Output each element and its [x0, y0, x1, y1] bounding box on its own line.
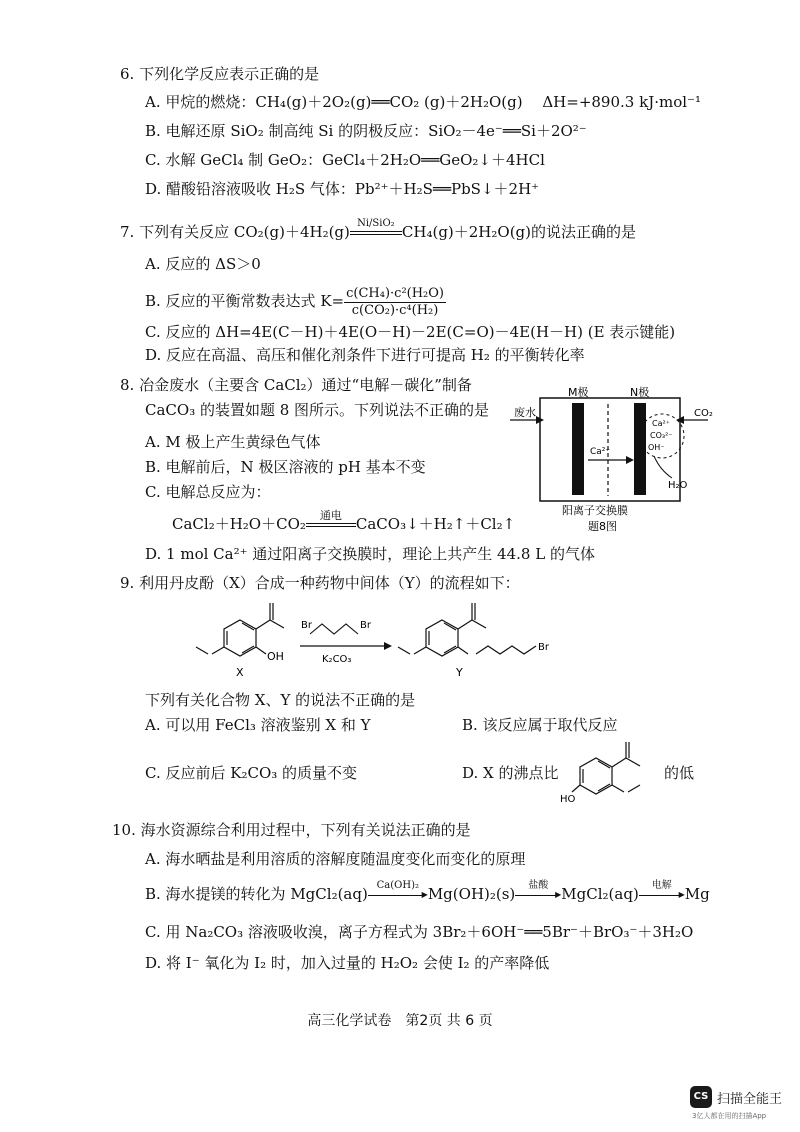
- q7-k-denominator: c(CO₂)·c⁴(H₂): [351, 302, 439, 318]
- q7-option-a: A. 反应的 ΔS＞0: [145, 255, 261, 273]
- q7-equilibrium-arrow: [350, 218, 402, 240]
- fig-m-label: M极: [568, 386, 589, 399]
- q10-b-mid2: MgCl₂(aq): [561, 885, 639, 903]
- q6-option-b: B. 电解还原 SiO₂ 制高纯 Si 的阴极反应：SiO₂－4e⁻══Si＋2O²⁻: [145, 122, 587, 140]
- q10-arrow-3: 电解 ▶: [639, 888, 685, 902]
- q8-option-c: C. 电解总反应为：: [145, 483, 271, 501]
- q6-option-a: A. 甲烷的燃烧：CH₄(g)＋2O₂(g)══CO₂ (g)＋2H₂O(g) ΔH=+890.3 kJ·mol⁻¹: [145, 93, 701, 111]
- molecule-x: [196, 603, 284, 656]
- camscanner-logo: [690, 1084, 790, 1120]
- q9-question: 下列有关化合物 X、Y 的说法不正确的是: [145, 691, 416, 709]
- y-br-label: Br: [538, 642, 549, 653]
- q10-arrow-1: Ca(OH)₂ ▶: [368, 888, 428, 902]
- fig-membrane-label: 阳离子交换膜: [562, 504, 628, 517]
- fig-co3-label: CO₃²⁻: [650, 431, 673, 440]
- q8-option-a: A. M 极上产生黄绿色气体: [145, 433, 321, 451]
- q9-option-a: A. 可以用 FeCl₃ 溶液鉴别 X 和 Y: [145, 716, 371, 734]
- q9-option-b: B. 该反应属于取代反应: [462, 716, 618, 734]
- y-label: Y: [456, 666, 463, 679]
- q7-option-c: C. 反应的 ΔH=4E(C－H)＋4E(O－H)－2E(C=O)－4E(H－H) (E 表示键能): [145, 323, 676, 341]
- molecule-y: [398, 603, 536, 656]
- q8-total-equation: [172, 509, 516, 534]
- x-oh-label: OH: [267, 650, 284, 663]
- fig-caption: 题8图: [588, 520, 617, 533]
- q7-stem-post: CH₄(g)＋2H₂O(g)的说法正确的是: [401, 223, 637, 241]
- camscanner-badge-icon: CS: [690, 1086, 712, 1108]
- fig-ca2-label: Ca²⁺: [652, 419, 670, 428]
- q8-eq-pre: CaCl₂＋H₂O＋CO₂: [172, 515, 306, 533]
- q8-option-b: B. 电解前后，N 极区溶液的 pH 基本不变: [145, 458, 426, 476]
- q8-stem-line1: 8. 冶金废水（主要含 CaCl₂）通过“电解－碳化”制备: [120, 376, 472, 394]
- camscanner-tagline: 3亿人都在用的扫描App: [692, 1112, 767, 1120]
- q9-option-d-post: 的低: [664, 764, 695, 782]
- q9-option-d-pre: D. X 的沸点比: [462, 764, 559, 782]
- q9-option-c: C. 反应前后 K₂CO₃ 的质量不变: [145, 764, 358, 782]
- q7-stem-pre: 7. 下列有关反应 CO₂(g)＋4H₂(g): [120, 223, 350, 241]
- fig-ca-label: Ca²⁺: [590, 447, 611, 457]
- q7-k-fraction: [344, 286, 446, 319]
- q7-stem: [120, 218, 637, 242]
- q10-option-b: [145, 880, 710, 904]
- camscanner-name: 扫描全能王: [717, 1092, 783, 1107]
- q10-option-d: D. 将 I⁻ 氧化为 I₂ 时，加入过量的 H₂O₂ 会使 I₂ 的产率降低: [145, 954, 550, 972]
- reagent-k2co3: K₂CO₃: [322, 654, 352, 665]
- q8-option-d: D. 1 mol Ca²⁺ 通过阳离子交换膜时，理论上共产生 44.8 L 的气体: [145, 545, 595, 563]
- isomer-ho-label: HO: [560, 794, 576, 805]
- q10-b-mid1: Mg(OH)₂(s): [427, 885, 516, 903]
- q7-option-d: D. 反应在高温、高压和催化剂条件下进行可提高 H₂ 的平衡转化率: [145, 346, 585, 364]
- q9-stem: 9. 利用丹皮酚（X）合成一种药物中间体（Y）的流程如下：: [120, 574, 520, 592]
- fig-oh-label: OH⁻: [648, 443, 665, 452]
- q10-option-c: C. 用 Na₂CO₃ 溶液吸收溴，离子方程式为 3Br₂＋6OH⁻══5Br⁻＋BrO₃⁻＋3H₂O: [145, 923, 694, 941]
- m-electrode: [572, 403, 584, 495]
- q10-b-pre: B. 海水提镁的转化为 MgCl₂(aq): [145, 885, 368, 903]
- q8-eq-post: CaCO₃↓＋H₂↑＋Cl₂↑: [355, 515, 516, 533]
- fig-h2o-label: H₂O: [668, 480, 688, 491]
- q10-b-end: Mg: [684, 885, 710, 903]
- q7-catalyst: Ni/SiO₂: [357, 218, 395, 229]
- q10-option-a: A. 海水晒盐是利用溶质的溶解度随温度变化而变化的原理: [145, 850, 526, 868]
- q8-eq-condition: 通电: [319, 509, 342, 522]
- reagent-br1: Br: [301, 620, 312, 631]
- q6-option-d: D. 醋酸铅溶液吸收 H₂S 气体：Pb²⁺＋H₂S══PbS↓＋2H⁺: [145, 180, 540, 198]
- q6-stem: 6. 下列化学反应表示正确的是: [120, 65, 320, 83]
- q10-arrow-2: 盐酸 ▶: [515, 888, 561, 902]
- fig-co2-label: CO₂: [694, 408, 713, 419]
- q7-b-pre: B. 反应的平衡常数表达式 K=: [145, 292, 345, 310]
- q8-eq-arrow: [306, 509, 356, 532]
- q9-reaction-scheme: [180, 598, 600, 680]
- q6-option-c: C. 水解 GeCl₄ 制 GeO₂：GeCl₄＋2H₂O══GeO₂↓＋4HCl: [145, 151, 545, 169]
- page-footer: 高三化学试卷 第2页 共 6 页: [307, 1013, 493, 1029]
- q8-stem-line2: CaCO₃ 的装置如题 8 图所示。下列说法不正确的是: [145, 401, 490, 419]
- reagent-br2: Br: [360, 620, 371, 631]
- q8-electrolysis-figure: [510, 378, 720, 538]
- q10-reagent-1: Ca(OH)₂: [376, 880, 419, 891]
- q10-stem: 10. 海水资源综合利用过程中，下列有关说法正确的是: [112, 821, 471, 839]
- fig-waste-label: 废水: [514, 406, 536, 419]
- q10-reagent-2: 盐酸: [528, 880, 549, 891]
- q7-k-numerator: c(CH₄)·c²(H₂O): [346, 285, 445, 301]
- q10-reagent-3: 电解: [651, 880, 672, 891]
- fig-n-label: N极: [630, 386, 650, 399]
- q7-option-b: [145, 282, 446, 320]
- x-label: X: [236, 666, 244, 679]
- q9-d-isomer: [560, 738, 660, 808]
